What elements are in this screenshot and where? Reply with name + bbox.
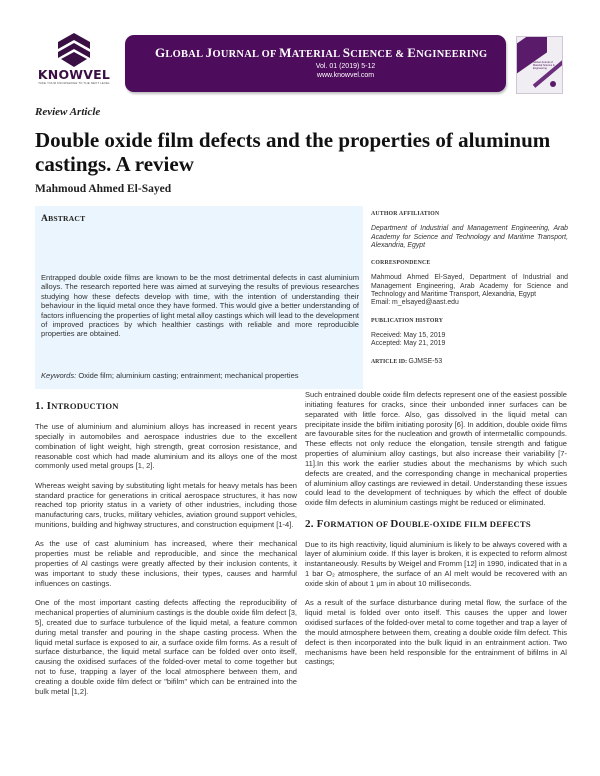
article-info-sidebar — [371, 210, 568, 366]
article-title: Double oxide film defects and the properties of aluminum castings. A review — [35, 128, 551, 176]
journal-title: GLOBAL JOURNAL OF MATERIAL SCIENCE & ENGINEERING — [155, 45, 488, 60]
journal-website-link[interactable]: www.knowvel.com — [316, 71, 375, 79]
intro-paragraph-5: Such entrained double oxide film defects represent one of the easiest possible initiating features for cracks, since their unbonded inner surfaces can be separated with little force. Also, gas dissolved in the liquid metal can precipitate inside the bifilm initiating porosity [6]. In addition, double oxide films are favourable sites for the nucleation and growth of intermetallic compounds. These effects not only reduce the elongation, tensile strength and fatigue properties of aluminium alloy castings, but also increase their variability [7-11].In this work the earlier studies about the mechanisms by which such defects are created, and the corresponding change in mechanical properties of aluminium alloy castings are reviewed in detail. Understanding these issues could lead to the development of techniques by which the effect of double oxide film defects in aluminium castings might be reduced or eliminated. — [305, 390, 567, 508]
keywords-label: Keywords: — [41, 371, 77, 380]
intro-paragraph-1: The use of aluminium and aluminium alloys has increased in recent years specially in automobiles and aerospace industries due to the excellent combination of light weight, high strength, great corrosion resistance, and reasonable cost which had made aluminium and its alloys one of the most commonly used metal groups [1, 2]. — [35, 422, 297, 471]
abstract-heading: ABSTRACT — [41, 214, 86, 224]
affiliation-text: Department of Industrial and Management Engineering, Arab Academy for Science and Technology and Maritime Transport, Alexandria, Egypt — [371, 225, 568, 249]
cover-logo-icon — [550, 81, 556, 87]
article-id-label: ARTICLE ID: — [371, 358, 408, 365]
journal-meta — [125, 63, 506, 80]
body-column-left — [35, 400, 297, 706]
publication-history-heading: PUBLICATION HISTORY — [371, 317, 444, 324]
article-id-value: GJMSE-53 — [408, 357, 443, 365]
publisher-name: KNOWVEL — [37, 67, 111, 82]
journal-volume: Vol. 01 (2019) 5-12 — [315, 63, 376, 70]
formation-paragraph-1: Due to its high reactivity, liquid aluminium is likely to be always covered with a layer of aluminium oxide. If this layer is broken, it is expected to reform almost instantaneously. Results by Weigel and Fromm [12] in 1990, indicated that in a 1 bar O₂ atmosphere, the surface of an Al melt would be recovered with an oxide skin of about 1 µm in about 10 milliseconds. — [305, 539, 567, 588]
correspondence-text: Mahmoud Ahmed El-Sayed, Department of Industrial and Management Engineering, Arab Academy for Science and Technology and Maritime Transport, Alexandria, Egypt — [371, 274, 568, 299]
section-heading-formation: 2. FORMATION OF DOUBLE-OXIDE FILM DEFECTS — [305, 517, 531, 530]
publisher-logo — [33, 33, 115, 93]
chevron-stack-logo-icon — [57, 33, 91, 67]
formation-paragraph-2: As a result of the surface disturbance during metal flow, the surface of the liquid metal is folded over onto itself. This causes the upper and lower oxidised surfaces of the folded-over metal to come together and trap a layer of the mould atmosphere between them, creating a double oxide film defect. This defect is then incorporated into the bulk liquid in an entrainment action. Two mechanisms have been held responsible for the entrainment of bifilms in Al castings; — [305, 598, 567, 667]
intro-paragraph-2: Whereas weight saving by substituting light metals for heavy metals has been standard practice for generations in critical aerospace structures, it has now reached top priority status in a variety of other industries, including those manufacturing cars, trucks, military vehicles, aviation ground support vehicles, munitions, building and highway structures, and construction equipment [1-4]. — [35, 480, 297, 530]
keywords-value: Oxide film; aluminium casting; entrainment; mechanical properties — [78, 371, 299, 380]
abstract-box — [35, 206, 363, 389]
article-id — [371, 358, 568, 366]
intro-paragraph-3: As the use of cast aluminium has increased, where their mechanical properties must be reliable and reproducible, and since the mechanical properties of Al castings were greatly affected by their inclusion contents, it was important to study these inclusions, their types, causes and harmful influences on castings. — [35, 539, 297, 588]
intro-paragraph-4: One of the most important casting defects affecting the reproducibility of mechanical properties of aluminium castings is the double oxide film defect [3, 5], created due to surface turbulence of the liquid metal, a feature common during metal transfer and pouring in the shape casting process. When the liquid metal surface is exposed to air, a surface oxide film forms. As a result of surface disturbance, the liquid metal surface can be folded over onto itself, causing the oxidised surfaces of the folded-over metal to come together but not to fuse, trapping a layer of the local atmosphere between them, and creating a double oxide film defect or "bifilm" which can be entrained into the bulk metal [1,2]. — [35, 598, 297, 696]
body-column-right — [305, 390, 567, 677]
abstract-heading-rest: BSTRACT — [48, 214, 86, 223]
received-date: Received: May 15, 2019 — [371, 331, 446, 339]
abstract-text: Entrapped double oxide films are known to be the most detrimental defects in cast aluminium alloys. The research reported here was aimed at surveying the results of previous researches studying how these defects develop with time, with the intention of understanding their behaviour in the liquid metal once they have formed. This would give a better understanding of factors influencing the properties of light metal alloy castings which will lead to the development of improved practices by which healthier castings with reliable and more reproducible properties are obtained. — [41, 273, 359, 339]
correspondence-heading: CORRESPONDENCE — [371, 260, 431, 267]
cover-band-decoration — [516, 36, 547, 78]
article-author: Mahmoud Ahmed El-Sayed — [35, 183, 172, 195]
cover-title: Global Journal of Material Science & Engineering — [533, 61, 555, 70]
affiliation-heading: AUTHOR AFFILIATION — [371, 211, 440, 217]
abstract-keywords — [41, 371, 299, 380]
section-heading-introduction: 1. INTRODUCTION — [35, 400, 119, 412]
correspondence-email[interactable]: Email: m_elsayed@aast.edu — [371, 299, 459, 307]
publisher-tagline: TAKE YOUR KNOWLEDGE TO THE NEXT LEVEL — [38, 81, 110, 85]
journal-cover-thumbnail — [516, 36, 563, 94]
journal-banner — [125, 35, 506, 92]
accepted-date: Accepted: May 21, 2019 — [371, 340, 446, 348]
article-type: Review Article — [35, 106, 101, 118]
